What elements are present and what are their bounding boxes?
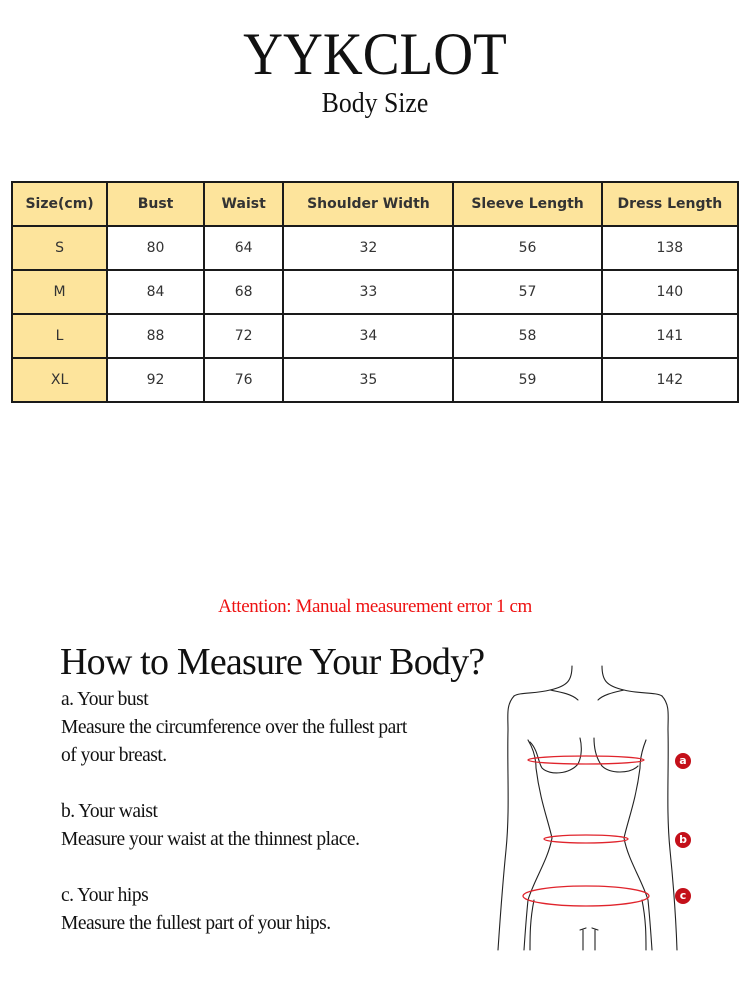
column-header-shoulder-width: Shoulder Width bbox=[283, 182, 453, 226]
table-row bbox=[12, 270, 738, 314]
bust-measure-line bbox=[528, 756, 644, 764]
marker-a-icon: a bbox=[675, 753, 691, 769]
hips-measure-line bbox=[523, 886, 649, 906]
table-row bbox=[12, 314, 738, 358]
column-header-dress-length: Dress Length bbox=[602, 182, 738, 226]
sleeve-length-cell: 56 bbox=[453, 226, 601, 270]
step-description: Measure your waist at the thinnest place. bbox=[61, 829, 360, 850]
step-heading: b. Your waist bbox=[61, 801, 158, 822]
step-waist bbox=[61, 798, 407, 854]
waist-cell: 72 bbox=[204, 314, 284, 358]
how-to-measure-title: How to Measure Your Body? bbox=[60, 641, 485, 683]
sleeve-length-cell: 58 bbox=[453, 314, 601, 358]
waist-cell: 68 bbox=[204, 270, 284, 314]
marker-b-icon: b bbox=[675, 832, 691, 848]
shoulder-width-cell: 34 bbox=[283, 314, 453, 358]
bust-cell: 84 bbox=[107, 270, 204, 314]
shoulder-width-cell: 32 bbox=[283, 226, 453, 270]
sleeve-length-cell: 59 bbox=[453, 358, 601, 402]
size-cell: M bbox=[12, 270, 107, 314]
step-heading: c. Your hips bbox=[61, 885, 149, 906]
shoulder-width-cell: 33 bbox=[283, 270, 453, 314]
step-hips bbox=[61, 882, 407, 938]
measure-steps bbox=[61, 686, 407, 966]
bust-cell: 80 bbox=[107, 226, 204, 270]
brand-title: YYKCLOT bbox=[243, 21, 507, 87]
step-heading: a. Your bust bbox=[61, 689, 149, 710]
table-row bbox=[12, 226, 738, 270]
dress-length-cell: 142 bbox=[602, 358, 738, 402]
column-header-bust: Bust bbox=[107, 182, 204, 226]
bust-cell: 88 bbox=[107, 314, 204, 358]
column-header-waist: Waist bbox=[204, 182, 284, 226]
size-chart-table bbox=[11, 181, 739, 403]
step-bust bbox=[61, 686, 407, 770]
shoulder-width-cell: 35 bbox=[283, 358, 453, 402]
bust-cell: 92 bbox=[107, 358, 204, 402]
dress-length-cell: 140 bbox=[602, 270, 738, 314]
size-cell: S bbox=[12, 226, 107, 270]
dress-length-cell: 141 bbox=[602, 314, 738, 358]
marker-c-icon: c bbox=[675, 888, 691, 904]
waist-cell: 76 bbox=[204, 358, 284, 402]
size-cell: L bbox=[12, 314, 107, 358]
waist-cell: 64 bbox=[204, 226, 284, 270]
size-cell: XL bbox=[12, 358, 107, 402]
step-description: Measure the circumference over the fullest part bbox=[61, 717, 407, 738]
page-subtitle: Body Size bbox=[321, 88, 429, 119]
attention-note: Attention: Manual measurement error 1 cm bbox=[218, 596, 532, 617]
dress-length-cell: 138 bbox=[602, 226, 738, 270]
body-outline-icon bbox=[490, 650, 710, 960]
sleeve-length-cell: 57 bbox=[453, 270, 601, 314]
step-description: Measure the fullest part of your hips. bbox=[61, 913, 331, 934]
column-header-sleeve-length: Sleeve Length bbox=[453, 182, 601, 226]
column-header-size: Size(cm) bbox=[12, 182, 107, 226]
body-measurement-figure bbox=[490, 650, 710, 960]
table-row bbox=[12, 358, 738, 402]
waist-measure-line bbox=[544, 835, 628, 843]
step-description: of your breast. bbox=[61, 745, 167, 766]
table-header-row bbox=[12, 182, 738, 226]
